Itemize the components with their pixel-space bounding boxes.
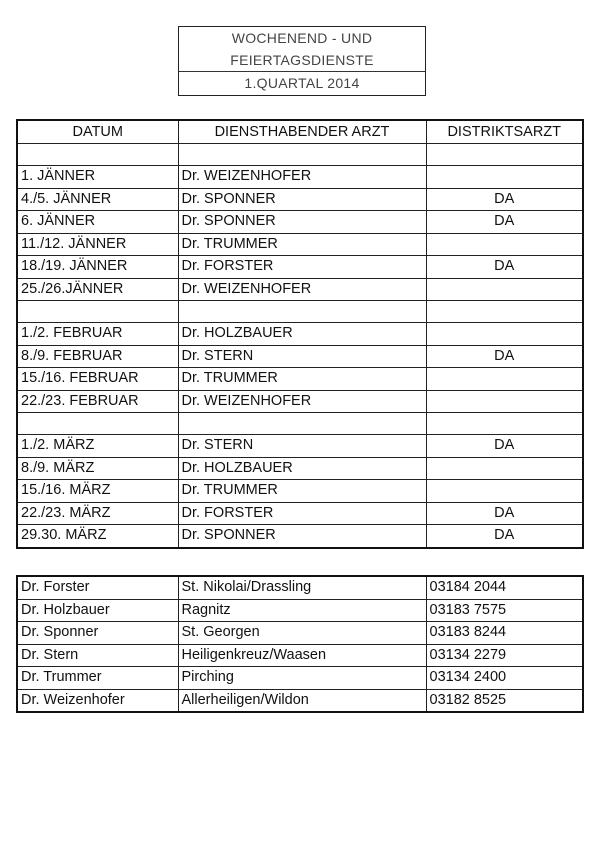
cell-date: 25./26.JÄNNER (17, 278, 178, 301)
cell-district (426, 301, 583, 323)
cell-doctor (178, 301, 426, 323)
cell-date: 29.30. MÄRZ (17, 525, 178, 548)
cell-doctor: Dr. FORSTER (178, 256, 426, 279)
cell-doctor: Dr. STERN (178, 435, 426, 458)
cell-date (17, 301, 178, 323)
cell-date: 1./2. FEBRUAR (17, 323, 178, 346)
cell-contact-name: Dr. Weizenhofer (17, 689, 178, 712)
table-row (17, 278, 583, 301)
cell-date: 15./16. MÄRZ (17, 480, 178, 503)
cell-date: 18./19. JÄNNER (17, 256, 178, 279)
table-row (17, 256, 583, 279)
cell-doctor: Dr. SPONNER (178, 211, 426, 234)
title-line-2: FEIERTAGSDIENSTE (230, 52, 374, 68)
cell-district (426, 166, 583, 189)
cell-doctor: Dr. TRUMMER (178, 480, 426, 503)
cell-contact-place: Allerheiligen/Wildon (178, 689, 426, 712)
cell-doctor: Dr. HOLZBAUER (178, 323, 426, 346)
cell-district: DA (426, 211, 583, 234)
cell-district (426, 480, 583, 503)
cell-contact-name: Dr. Stern (17, 644, 178, 667)
cell-contact-phone: 03182 8525 (426, 689, 583, 712)
table-row (17, 413, 583, 435)
cell-doctor: Dr. HOLZBAUER (178, 457, 426, 480)
table-row (17, 689, 583, 712)
cell-district: DA (426, 525, 583, 548)
table-row (17, 599, 583, 622)
cell-district (426, 278, 583, 301)
cell-doctor: Dr. SPONNER (178, 525, 426, 548)
cell-doctor: Dr. WEIZENHOFER (178, 390, 426, 413)
table-row (17, 323, 583, 346)
title-box (178, 26, 426, 96)
contacts-table (16, 575, 584, 713)
cell-doctor: Dr. FORSTER (178, 502, 426, 525)
cell-district: DA (426, 502, 583, 525)
cell-date: 8./9. MÄRZ (17, 457, 178, 480)
table-row (17, 301, 583, 323)
cell-doctor (178, 144, 426, 166)
table-row (17, 188, 583, 211)
header-district-doctor: DISTRIKTSARZT (426, 120, 583, 144)
cell-date: 22./23. MÄRZ (17, 502, 178, 525)
cell-date (17, 413, 178, 435)
table-row (17, 233, 583, 256)
cell-date: 6. JÄNNER (17, 211, 178, 234)
cell-contact-name: Dr. Trummer (17, 667, 178, 690)
cell-contact-name: Dr. Sponner (17, 622, 178, 645)
table-row (17, 211, 583, 234)
cell-district (426, 413, 583, 435)
cell-contact-place: Ragnitz (178, 599, 426, 622)
table-row (17, 576, 583, 599)
cell-date: 15./16. FEBRUAR (17, 368, 178, 391)
cell-date: 4./5. JÄNNER (17, 188, 178, 211)
table-row (17, 622, 583, 645)
cell-doctor: Dr. SPONNER (178, 188, 426, 211)
cell-contact-phone: 03134 2279 (426, 644, 583, 667)
cell-date: 11./12. JÄNNER (17, 233, 178, 256)
cell-district (426, 323, 583, 346)
cell-contact-phone: 03134 2400 (426, 667, 583, 690)
table-row (17, 166, 583, 189)
cell-contact-name: Dr. Forster (17, 576, 178, 599)
table-row (17, 525, 583, 548)
cell-contact-place: St. Georgen (178, 622, 426, 645)
cell-date: 8./9. FEBRUAR (17, 345, 178, 368)
cell-district (426, 368, 583, 391)
cell-district (426, 233, 583, 256)
table-row (17, 667, 583, 690)
cell-district (426, 390, 583, 413)
table-row (17, 644, 583, 667)
cell-contact-name: Dr. Holzbauer (17, 599, 178, 622)
title-line-3: 1.QUARTAL 2014 (179, 71, 425, 94)
table-row (17, 345, 583, 368)
cell-district: DA (426, 345, 583, 368)
cell-date: 1. JÄNNER (17, 166, 178, 189)
cell-contact-phone: 03183 7575 (426, 599, 583, 622)
cell-district: DA (426, 256, 583, 279)
cell-doctor: Dr. TRUMMER (178, 233, 426, 256)
table-row (17, 457, 583, 480)
schedule-table (16, 119, 584, 549)
table-row (17, 390, 583, 413)
table-row (17, 435, 583, 458)
table-row (17, 368, 583, 391)
cell-date (17, 144, 178, 166)
cell-date: 22./23. FEBRUAR (17, 390, 178, 413)
header-doctor: DIENSTHABENDER ARZT (178, 120, 426, 144)
title-line-1: WOCHENEND - UND (231, 30, 373, 46)
table-row (17, 502, 583, 525)
cell-doctor: Dr. TRUMMER (178, 368, 426, 391)
table-row (17, 144, 583, 166)
header-date: DATUM (17, 120, 178, 144)
cell-contact-place: Heiligenkreuz/Waasen (178, 644, 426, 667)
cell-contact-phone: 03184 2044 (426, 576, 583, 599)
cell-district (426, 144, 583, 166)
cell-district: DA (426, 435, 583, 458)
schedule-header-row (17, 120, 583, 144)
table-row (17, 480, 583, 503)
cell-contact-phone: 03183 8244 (426, 622, 583, 645)
cell-doctor: Dr. WEIZENHOFER (178, 166, 426, 189)
cell-district (426, 457, 583, 480)
cell-contact-place: Pirching (178, 667, 426, 690)
cell-doctor (178, 413, 426, 435)
cell-contact-place: St. Nikolai/Drassling (178, 576, 426, 599)
cell-date: 1./2. MÄRZ (17, 435, 178, 458)
cell-doctor: Dr. WEIZENHOFER (178, 278, 426, 301)
cell-district: DA (426, 188, 583, 211)
cell-doctor: Dr. STERN (178, 345, 426, 368)
